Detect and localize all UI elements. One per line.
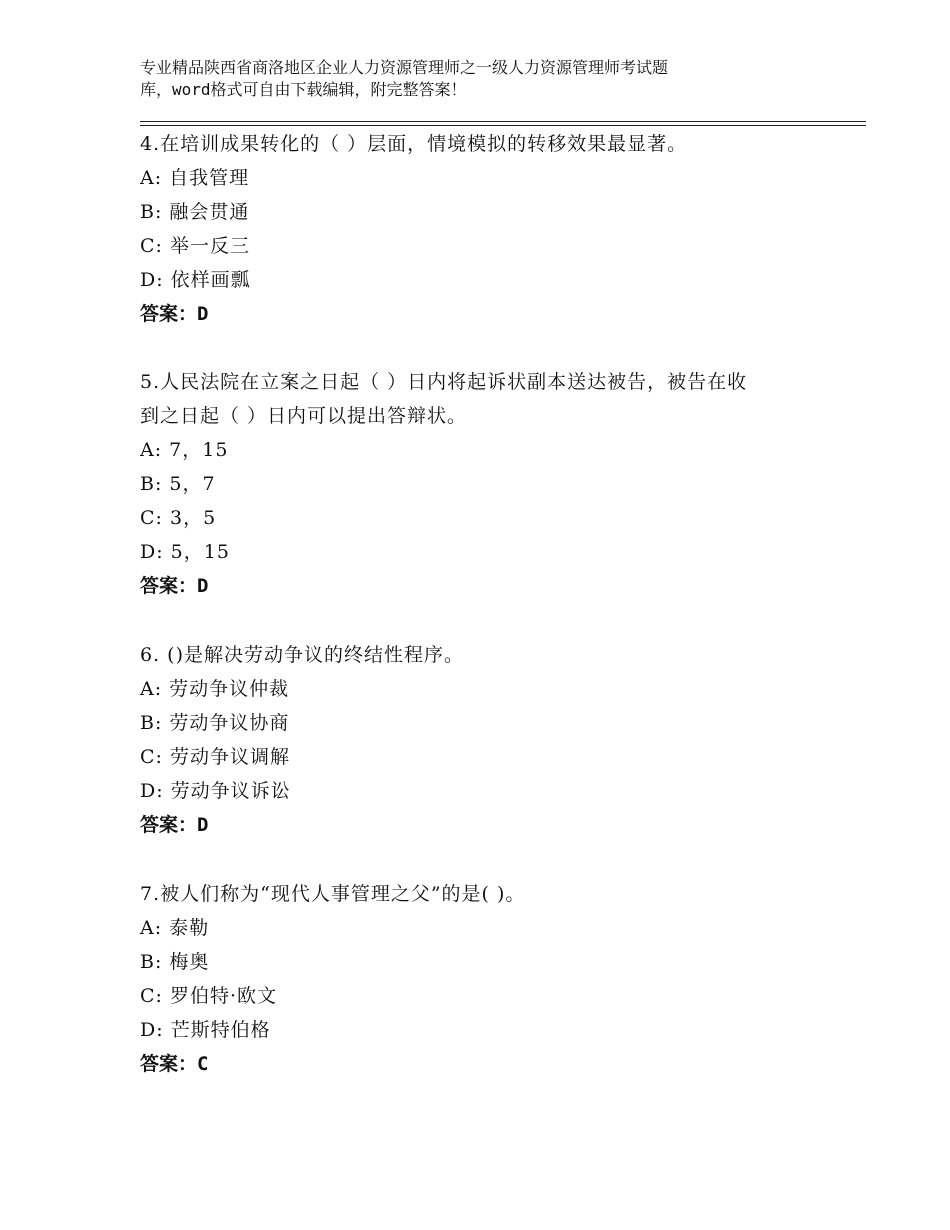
- question-stem: 7.被人们称为“现代人事管理之父”的是( )。: [140, 883, 526, 905]
- header-line-1: 专业精品陕西省商洛地区企业人力资源管理师之一级人力资源管理师考试题: [140, 58, 669, 77]
- option-a: A: 劳动争议仲裁: [140, 678, 290, 700]
- question-stem: 5.人民法院在立案之日起（ ）日内将起诉状副本送达被告，被告在收: [140, 371, 748, 393]
- option-b: B: 5，7: [140, 473, 216, 495]
- question-7: [140, 877, 840, 1081]
- question-4: [140, 127, 840, 331]
- option-a: A: 泰勒: [140, 917, 210, 939]
- option-d: D: 5，15: [140, 541, 230, 563]
- option-b: B: 融会贯通: [140, 201, 250, 223]
- option-a: A: 7，15: [140, 439, 229, 461]
- option-c: C: 3，5: [140, 507, 217, 529]
- option-d: D: 劳动争议诉讼: [140, 780, 291, 802]
- answer: 答案：D: [140, 575, 209, 597]
- option-b: B: 劳动争议协商: [140, 712, 290, 734]
- header-divider-bottom: [140, 125, 866, 126]
- question-6: [140, 638, 840, 842]
- option-a: A: 自我管理: [140, 167, 250, 189]
- question-5: [140, 365, 840, 603]
- question-stem: 4.在培训成果转化的（ ）层面，情境模拟的转移效果最显著。: [140, 133, 688, 155]
- header-divider-top: [140, 121, 866, 122]
- option-c: C: 劳动争议调解: [140, 746, 290, 768]
- question-stem-continued: 到之日起（ ）日内可以提出答辩状。: [140, 405, 468, 427]
- answer: 答案：D: [140, 303, 209, 325]
- option-d: D: 依样画瓢: [140, 269, 251, 291]
- option-c: C: 罗伯特·欧文: [140, 985, 278, 1007]
- option-d: D: 芒斯特伯格: [140, 1019, 271, 1041]
- answer: 答案：C: [140, 1053, 209, 1075]
- option-b: B: 梅奥: [140, 951, 210, 973]
- document-header: [140, 57, 780, 101]
- answer: 答案：D: [140, 814, 209, 836]
- question-stem: 6. ()是解决劳动争议的终结性程序。: [140, 644, 464, 666]
- header-line-2: 库，word格式可自由下载编辑，附完整答案！: [140, 80, 467, 99]
- option-c: C: 举一反三: [140, 235, 250, 257]
